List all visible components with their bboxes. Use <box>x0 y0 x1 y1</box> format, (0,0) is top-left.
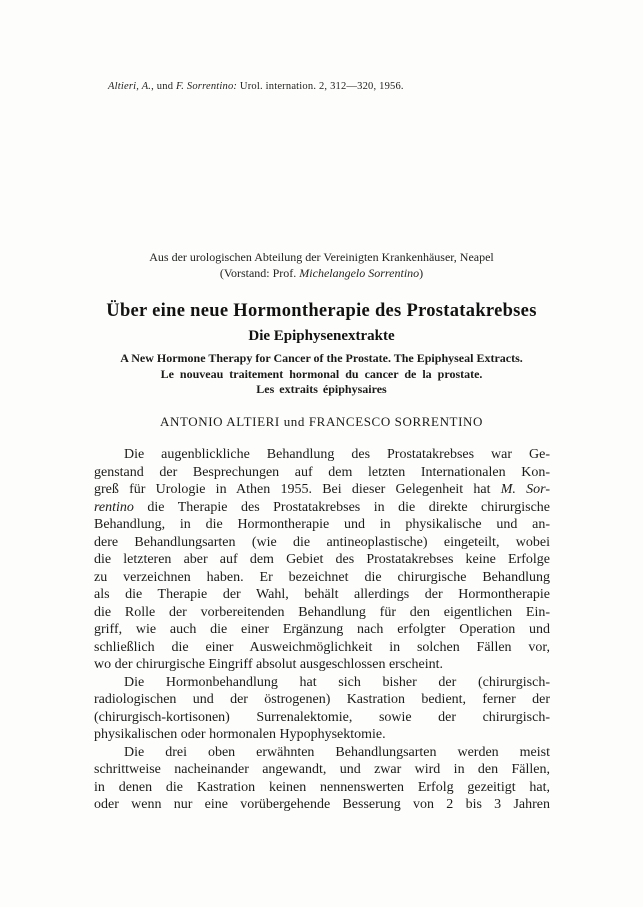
text-line: dere Behandlungsarten (wie die antineoplastische) eingeteilt, wobei <box>94 534 550 550</box>
title-english: A New Hormone Therapy for Cancer of the Prostate. The Epiphyseal Extracts. <box>120 351 523 365</box>
text-line: radiologischen und der östrogenen) Kastration bedient, ferner der <box>94 692 550 707</box>
text-line: schrittweise nacheinander angewandt, und zwar wird in den Fällen, <box>94 762 550 777</box>
text-line: als die Therapie der Wahl, behält allerdings der Hormontherapie <box>94 587 550 602</box>
authors-line: ANTONIO ALTIERI und FRANCESCO SORRENTINO <box>159 414 484 429</box>
paragraph <box>94 674 550 744</box>
text-line: rentino die Therapie des Prostatakrebses in die direkte chirurgische <box>94 499 550 515</box>
text-line: greß für Urologie in Athen 1955. Bei dieser Gelegenheit hat M. Sor- <box>94 482 550 497</box>
text-line: wo der chirurgische Eingriff absolut ausgeschlossen erscheint. <box>94 657 444 672</box>
text-line: physikalischen oder hormonalen Hypophysektomie. <box>94 727 386 742</box>
text-line: die letzteren aber auf dem Gebiet des Prostatakrebses keine Erfolge <box>94 552 550 567</box>
citation-header: Altieri, A., und F. Sorrentino: Urol. internation. 2, 312—320, 1956. <box>108 81 404 92</box>
affiliation-line1: Aus der urologischen Abteilung der Vereinigten Krankenhäuser, Neapel <box>149 250 494 264</box>
body-paragraphs <box>94 446 550 814</box>
affiliation-block <box>0 249 643 281</box>
text-line: schließlich die einer Ausweichmöglichkeit in solchen Fällen vor, <box>94 639 550 655</box>
paper-subtitle-german: Die Epiphysenextrakte <box>248 328 395 344</box>
paragraph <box>94 446 550 674</box>
title-french-subtitle: Les extraits épiphysaires <box>256 382 387 396</box>
affiliation-line2: (Vorstand: Prof. Michelangelo Sorrentino) <box>219 266 424 280</box>
title-french: Le nouveau traitement hormonal du cancer de la prostate. <box>160 366 483 381</box>
paper-title-german: Über eine neue Hormontherapie des Prostatakrebses <box>106 301 537 321</box>
text-line: die Rolle der vorbereitenden Behandlung für den eigentlichen Ein- <box>94 604 550 620</box>
text-line: griff, wie auch die einer Ergänzung nach erfolgter Operation und <box>94 622 550 637</box>
text-line: (chirurgisch-kortisonen) Surrenalektomie, sowie der chirurgisch- <box>94 709 550 725</box>
text-line: zu verzeichnen haben. Er bezeichnet die chirurgische Behandlung <box>94 569 550 585</box>
paragraph <box>94 744 550 814</box>
text-line: Behandlung, in die Hormontherapie und in physikalische und an- <box>94 517 550 532</box>
text-line: oder wenn nur eine vorübergehende Besserung von 2 bis 3 Jahren <box>94 797 550 812</box>
text-line: Die augenblickliche Behandlung des Prostatakrebses war Ge- <box>124 447 550 462</box>
text-line: in denen die Kastration keinen nennenswerten Erfolg gezeitigt hat, <box>94 779 550 795</box>
text-line: Die drei oben erwähnten Behandlungsarten werden meist <box>124 744 550 760</box>
text-line: genstand der Besprechungen auf dem letzten Internationalen Kon- <box>94 464 550 480</box>
text-line: Die Hormonbehandlung hat sich bisher der (chirurgisch- <box>124 674 550 690</box>
translated-titles-block <box>0 351 643 398</box>
